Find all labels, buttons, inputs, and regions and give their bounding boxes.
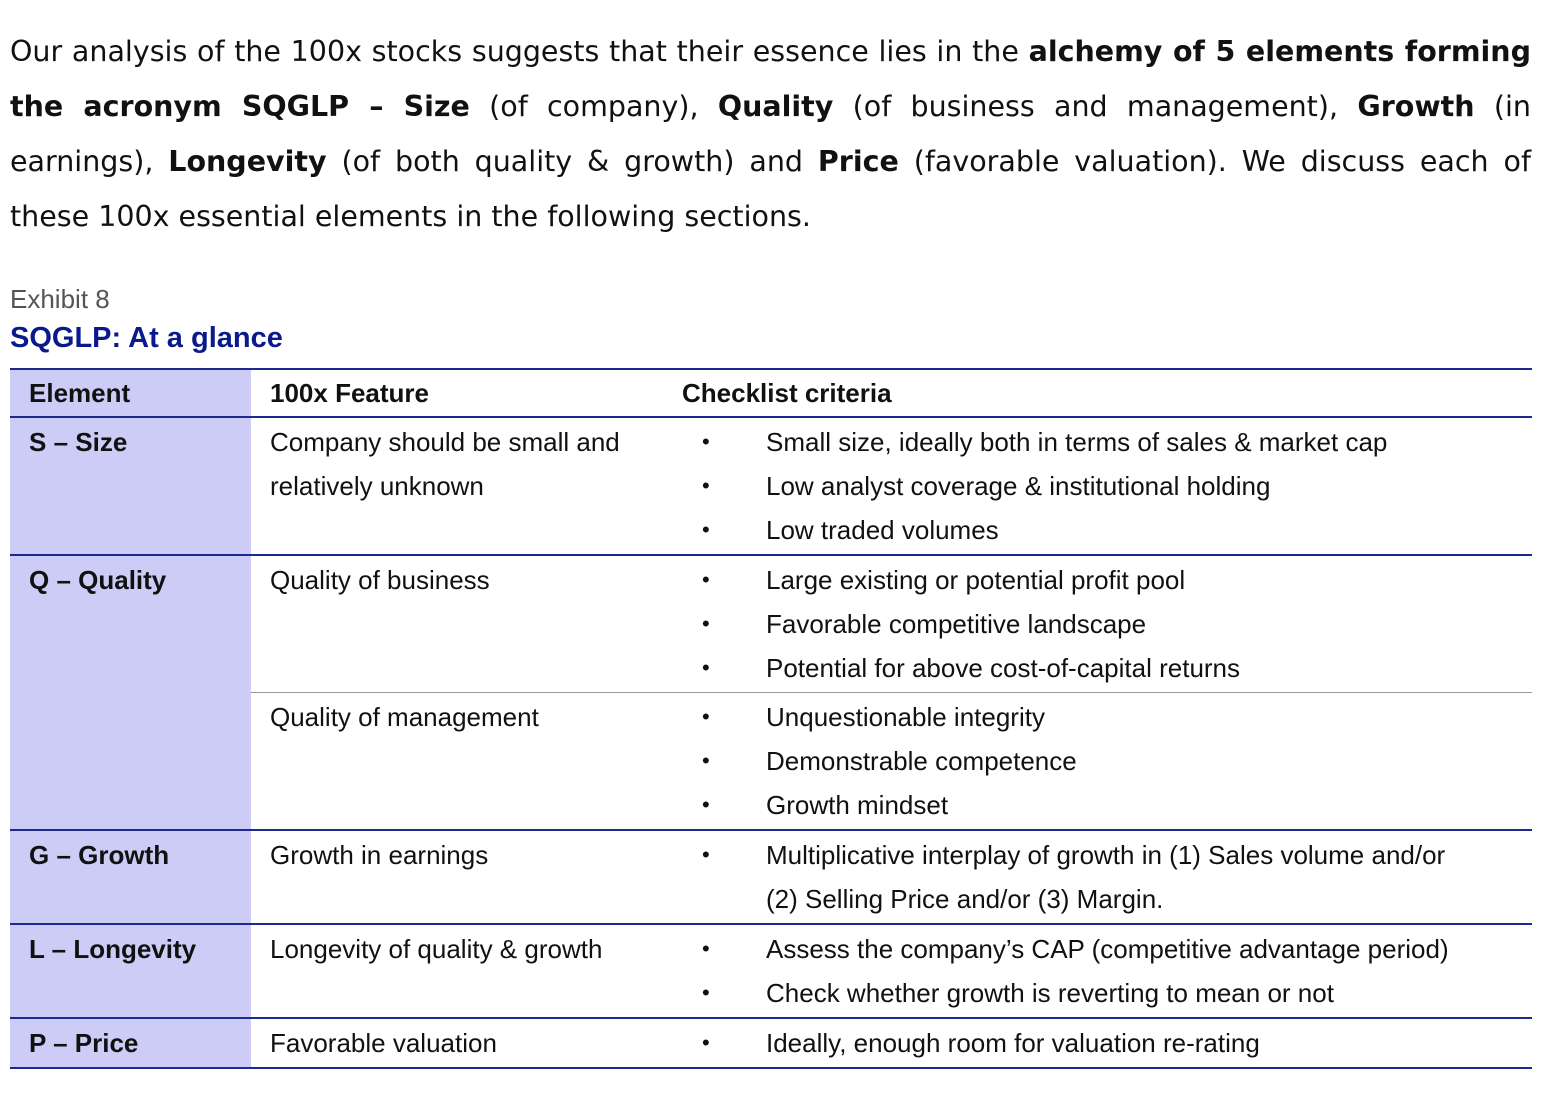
feature-text: Longevity of quality & growth	[270, 934, 603, 964]
bullet-icon: •	[702, 704, 710, 729]
intro-text: (of both quality & growth) and	[326, 145, 818, 178]
criteria-item	[682, 783, 1532, 827]
intro-text: (of company),	[469, 90, 718, 123]
table-body	[10, 417, 1532, 1068]
header-criteria: Checklist criteria	[682, 369, 1532, 417]
intro-text: (favorable valuation). We discuss each of these 100x essential elements in the following sections.	[10, 145, 1531, 233]
criteria-cell	[682, 693, 1532, 831]
criteria-text: Small size, ideally both in terms of sales & market cap	[766, 427, 1388, 457]
criteria-item	[682, 464, 1532, 508]
criteria-text: Large existing or potential profit pool	[766, 565, 1186, 595]
intro-bold-text: Longevity	[168, 145, 327, 178]
header-feature: 100x Feature	[251, 369, 682, 417]
table-row	[10, 555, 1532, 693]
element-cell: P – Price	[10, 1018, 251, 1068]
criteria-text: Multiplicative interplay of growth in (1) Sales volume and/or (2) Selling Price and/or (3) Margin.	[766, 840, 1446, 914]
criteria-item	[682, 971, 1532, 1015]
feature-text: Company should be small and relatively unknown	[270, 427, 620, 501]
exhibit-label: Exhibit 8	[10, 284, 110, 314]
element-cell: L – Longevity	[10, 924, 251, 1018]
criteria-cell	[682, 1018, 1532, 1068]
bullet-icon: •	[702, 611, 710, 636]
bullet-icon: •	[702, 429, 710, 454]
criteria-text: Low traded volumes	[766, 515, 999, 545]
criteria-text: Unquestionable integrity	[766, 702, 1045, 732]
criteria-item	[682, 695, 1532, 739]
criteria-item	[682, 927, 1532, 971]
feature-text: Quality of business	[270, 565, 490, 595]
element-cell: S – Size	[10, 417, 251, 555]
table-row	[10, 1018, 1532, 1068]
feature-text: Quality of management	[270, 702, 539, 732]
sqglp-table	[10, 368, 1532, 1069]
intro-bold-text: alchemy of 5 elements forming the acronym SQGLP – Size	[10, 35, 1531, 123]
bullet-icon: •	[702, 792, 710, 817]
feature-text: Favorable valuation	[270, 1028, 497, 1058]
criteria-item	[682, 602, 1532, 646]
criteria-cell	[682, 417, 1532, 555]
feature-cell	[251, 693, 682, 831]
criteria-text: Check whether growth is reverting to mean or not	[766, 978, 1334, 1008]
feature-cell	[251, 555, 682, 693]
criteria-cell	[682, 830, 1532, 924]
criteria-text: Demonstrable competence	[766, 746, 1077, 776]
intro-bold-text: Price	[817, 145, 899, 178]
criteria-text: Growth mindset	[766, 790, 949, 820]
feature-cell	[251, 830, 682, 924]
intro-text: Our analysis of the 100x stocks suggests that their essence lies in the	[10, 35, 1029, 68]
criteria-item	[682, 739, 1532, 783]
bullet-icon: •	[702, 473, 710, 498]
table-row	[10, 830, 1532, 924]
criteria-cell	[682, 555, 1532, 693]
criteria-text: Potential for above cost-of-capital returns	[766, 653, 1241, 683]
intro-bold-text: Growth	[1357, 90, 1475, 123]
element-cell: Q – Quality	[10, 555, 251, 830]
feature-cell	[251, 1018, 682, 1068]
criteria-item	[682, 558, 1532, 602]
header-row	[10, 369, 1532, 417]
criteria-item	[682, 420, 1532, 464]
exhibit-title: SQGLP: At a glance	[10, 322, 283, 354]
bullet-icon: •	[702, 1030, 710, 1055]
feature-cell	[251, 417, 682, 555]
intro-bold-text: Quality	[717, 90, 834, 123]
table-row	[10, 924, 1532, 1018]
bullet-icon: •	[702, 567, 710, 592]
bullet-icon: •	[702, 517, 710, 542]
bullet-icon: •	[702, 748, 710, 773]
intro-text: (in earnings),	[10, 90, 1531, 178]
criteria-text: Favorable competitive landscape	[766, 609, 1147, 639]
criteria-text: Assess the company’s CAP (competitive advantage period)	[766, 934, 1449, 964]
bullet-icon: •	[702, 842, 710, 867]
criteria-cell	[682, 924, 1532, 1018]
criteria-text: Ideally, enough room for valuation re-rating	[766, 1028, 1260, 1058]
criteria-item	[682, 1021, 1532, 1065]
bullet-icon: •	[702, 980, 710, 1005]
intro-paragraph	[10, 24, 1531, 244]
feature-cell	[251, 924, 682, 1018]
feature-text: Growth in earnings	[270, 840, 489, 870]
criteria-item	[682, 646, 1532, 690]
criteria-item	[682, 833, 1532, 921]
table-row	[10, 417, 1532, 555]
intro-text: (of business and management),	[833, 90, 1358, 123]
criteria-text: Low analyst coverage & institutional holding	[766, 471, 1271, 501]
table-header	[10, 369, 1532, 417]
bullet-icon: •	[702, 936, 710, 961]
element-cell: G – Growth	[10, 830, 251, 924]
header-element: Element	[10, 369, 251, 417]
criteria-item	[682, 508, 1532, 552]
bullet-icon: •	[702, 655, 710, 680]
